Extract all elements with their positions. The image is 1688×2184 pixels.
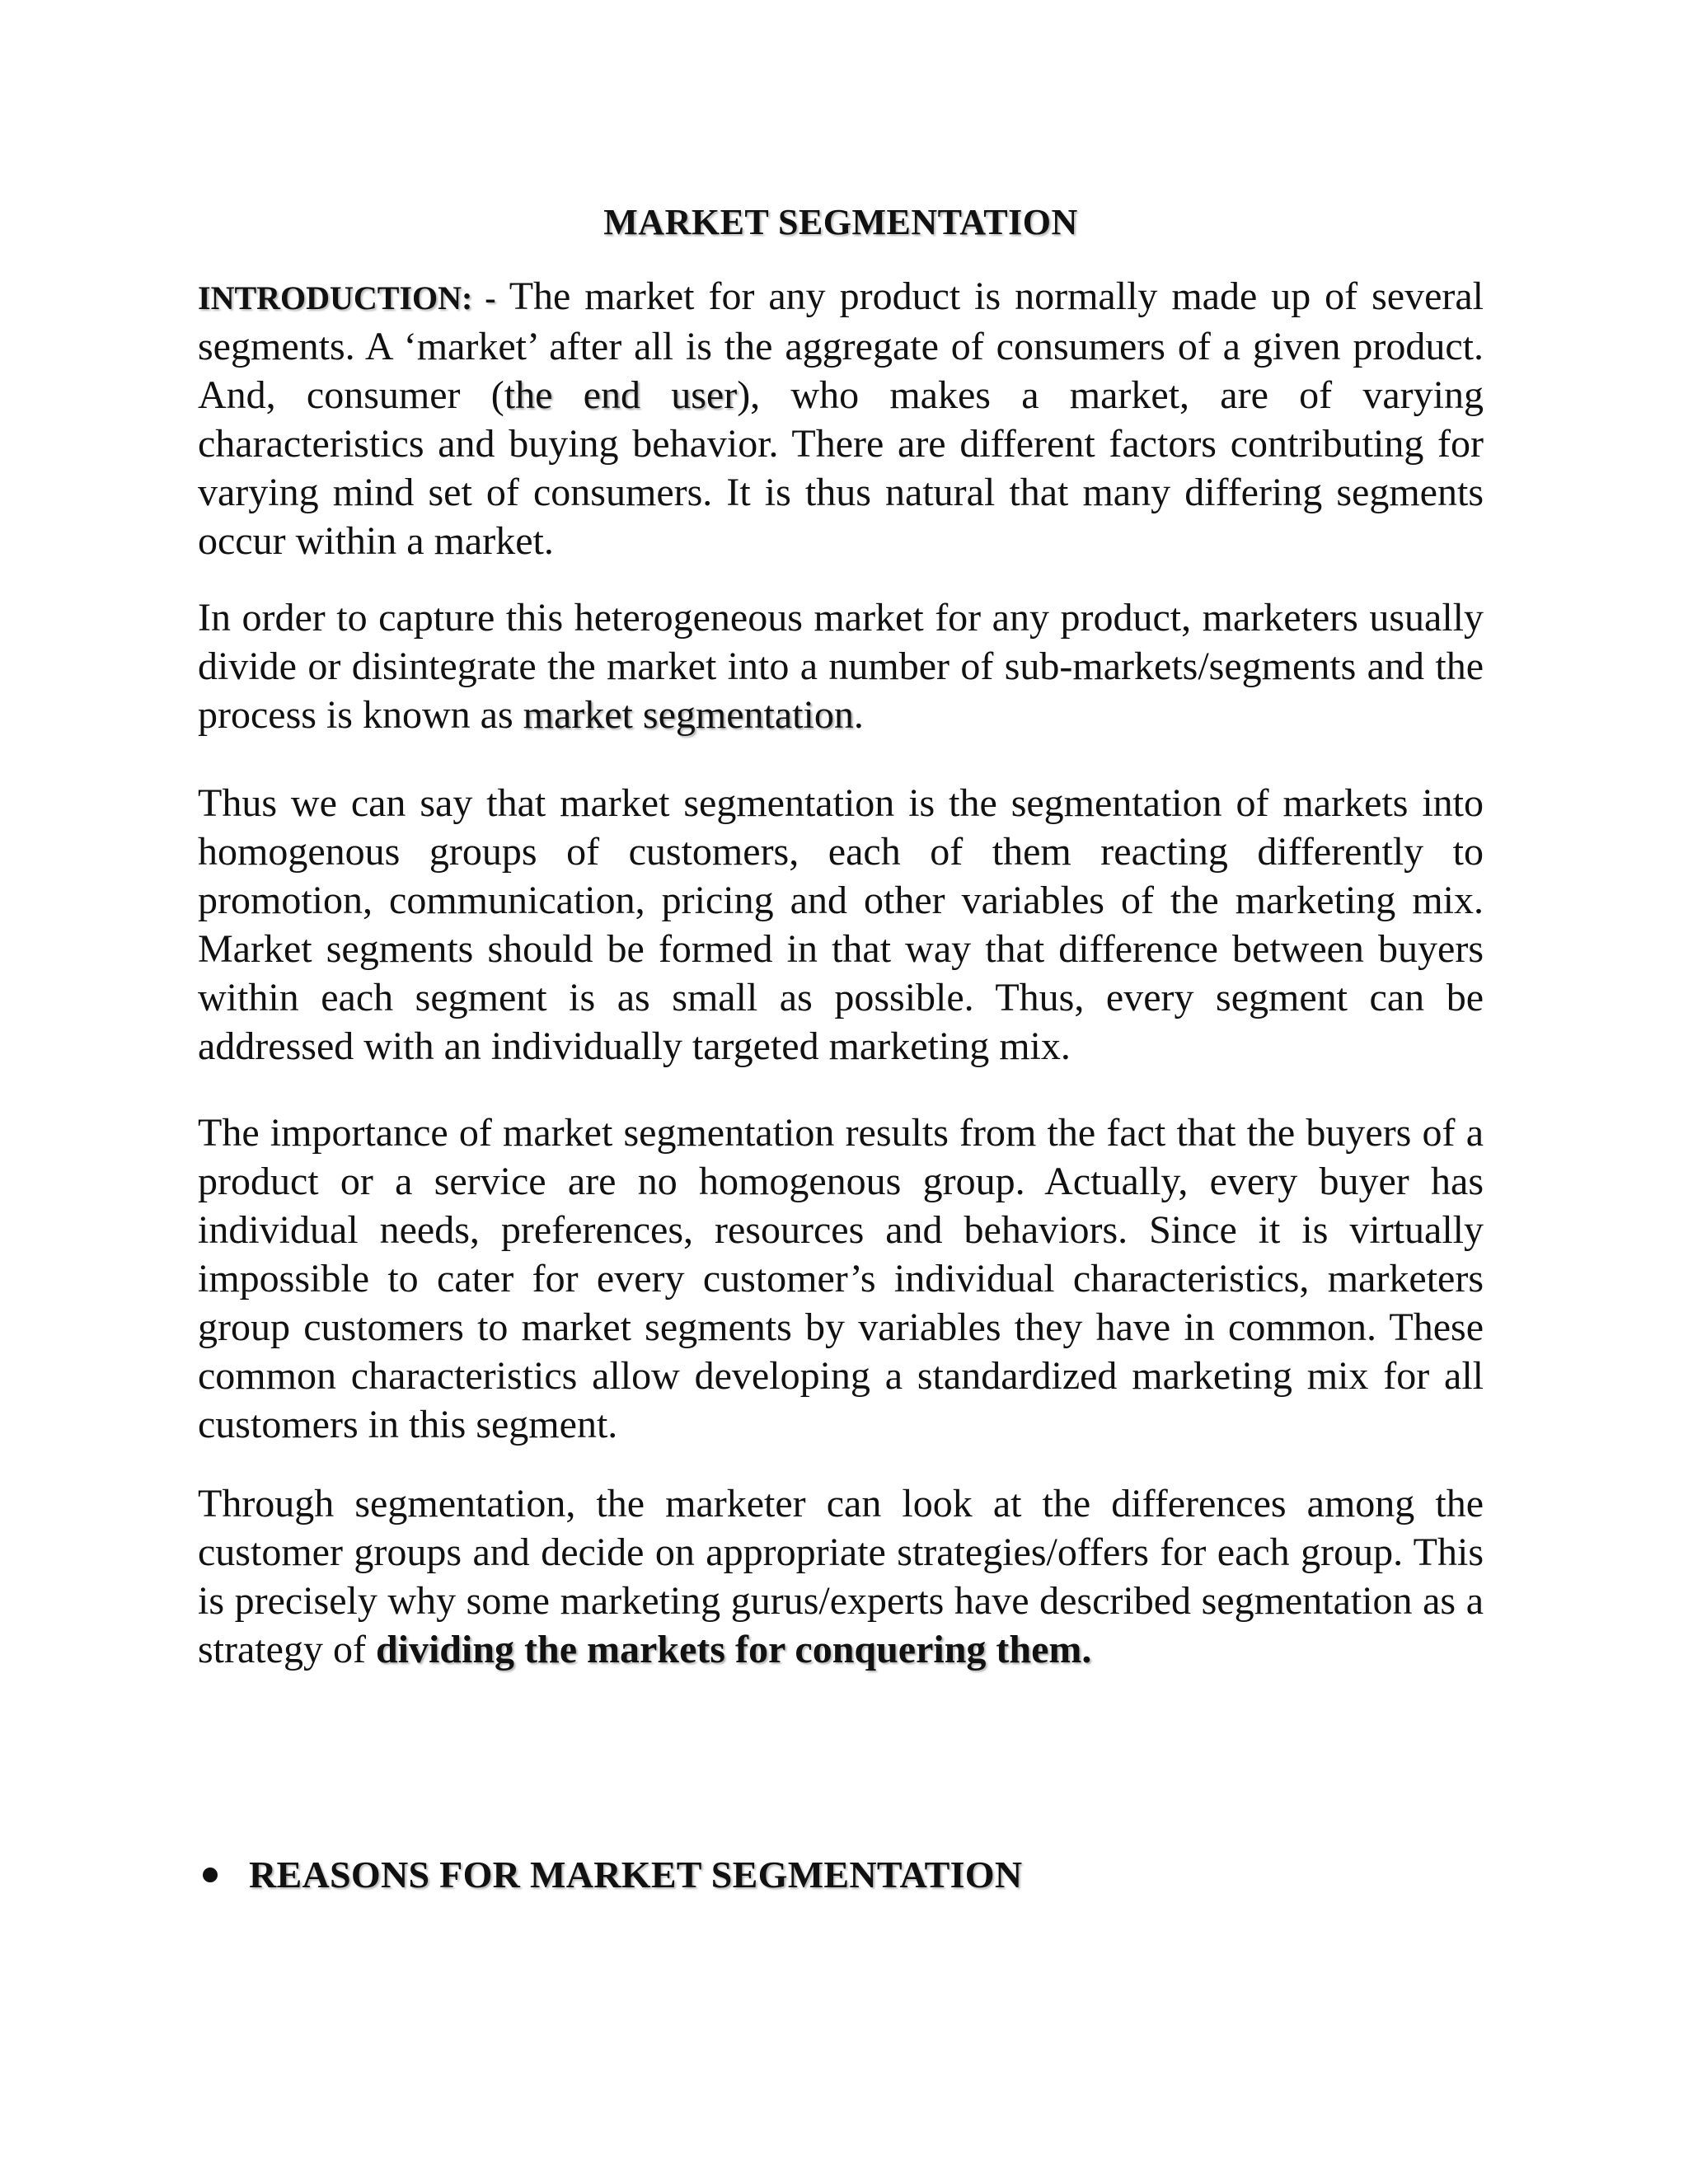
intro-text-start: The market for any product is normally made up of several segments. A ‘market’ after all is the aggregate of consumers of a given product. And, consumer ( <box>198 274 1484 417</box>
paragraph-3: Thus we can say that market segmentation is the segmentation of markets into homogenous groups of customers, each of them reacting differently to promotion, communication, pricing and other variables of the marketing mix. Market segments should be formed in that way that difference between buyers within each segment is as small as possible. Thus, every segment can be addressed with an individually targeted marketing mix. <box>198 781 1484 1068</box>
intro-text-end: ), who makes a market, are of varying characteristics and buying behavior. There are different factors contributing for varying mind set of consumers. It is thus natural that many differing segments occur within a market. <box>198 373 1484 563</box>
para5-bold: dividing the markets for conquering them. <box>375 1628 1092 1671</box>
section-heading <box>198 1850 1484 1900</box>
paragraph-4: The importance of market segmentation results from the fact that the buyers of a product or a service are no homogenous group. Actually, every buyer has individual needs, preferences, resources and behaviors. Since it is virtually impossible to cater for every customer’s individual characteristics, marketers group customers to market segments by variables they have in common. These common characteristics allow developing a standardized marketing mix for all customers in this segment. <box>198 1111 1484 1446</box>
intro-paragraph <box>198 272 1484 565</box>
bullet-icon <box>203 1868 218 1882</box>
paragraph-2 <box>198 593 1484 739</box>
intro-label: INTRODUCTION: - <box>198 279 496 316</box>
paragraph-5 <box>198 1479 1484 1674</box>
para2-highlight: market segmentation <box>523 693 854 737</box>
section-heading-text: REASONS FOR MARKET SEGMENTATION <box>249 1854 1023 1896</box>
page-title: MARKET SEGMENTATION <box>603 202 1078 242</box>
para5-text-start: Through segmentation, the marketer can look at the differences among the customer groups and decide on appropriate strategies/offers for each group. This is precisely why some marketing gurus/experts have described segmentation as a strategy of <box>198 1482 1484 1671</box>
intro-highlight: the end user <box>504 373 738 417</box>
para2-text-start: In order to capture this heterogeneous market for any product, marketers usually divide or disintegrate the market into a number of sub-markets/segments and the process is known as <box>198 596 1484 737</box>
para2-text-end: . <box>853 693 864 737</box>
